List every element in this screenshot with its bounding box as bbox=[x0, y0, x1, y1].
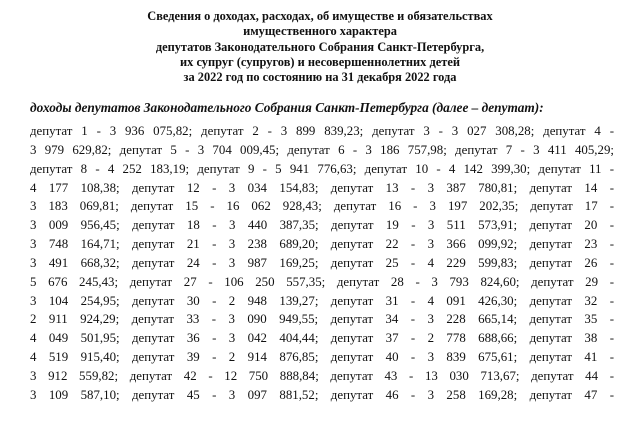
income-line: 4 177 108,38; депутат 12 - 3 034 154,83; депутат 13 - 3 387 780,81; депутат 14 - bbox=[30, 180, 614, 195]
income-line: 2 911 924,29; депутат 33 - 3 090 949,55; депутат 34 - 3 228 665,14; депутат 35 - bbox=[30, 312, 614, 327]
income-line: 3 109 587,10; депутат 45 - 3 097 881,52; депутат 46 - 3 258 169,28; депутат 47 - bbox=[30, 387, 614, 402]
income-line: 4 049 501,95; депутат 36 - 3 042 404,44; депутат 37 - 2 778 688,66; депутат 38 - bbox=[30, 331, 614, 346]
income-line: 3 912 559,82; депутат 42 - 12 750 888,84; депутат 43 - 13 030 713,67; депутат 44 - bbox=[30, 368, 614, 383]
income-line: 3 104 254,95; депутат 30 - 2 948 139,27; депутат 31 - 4 091 426,30; депутат 32 - bbox=[30, 293, 614, 308]
header-line: депутатов Законодательного Собрания Санкт-Петербурга, bbox=[155, 39, 485, 54]
header-line: за 2022 год по состоянию на 31 декабря 2022 года bbox=[183, 70, 457, 85]
intro-line: доходы депутатов Законодательного Собрания Санкт-Петербурга (далее – депутат): bbox=[30, 100, 544, 115]
document-header bbox=[0, 9, 640, 85]
income-line: 3 009 956,45; депутат 18 - 3 440 387,35; депутат 19 - 3 511 573,91; депутат 20 - bbox=[30, 218, 614, 233]
income-line: 3 748 164,71; депутат 21 - 3 238 689,20; депутат 22 - 3 366 099,92; депутат 23 - bbox=[30, 237, 614, 252]
income-line: депутат 1 - 3 936 075,82; депутат 2 - 3 899 839,23; депутат 3 - 3 027 308,28; депутат 4 - bbox=[30, 124, 614, 138]
header-line: их супруг (супругов) и несовершеннолетних детей bbox=[180, 54, 460, 69]
income-line: 3 491 668,32; депутат 24 - 3 987 169,25; депутат 25 - 4 229 599,83; депутат 26 - bbox=[30, 255, 614, 270]
header-line: имущественного характера bbox=[243, 24, 397, 39]
header-line: Сведения о доходах, расходах, об имуществе и обязательствах bbox=[147, 9, 493, 23]
income-list bbox=[30, 122, 614, 405]
income-line: 4 519 915,40; депутат 39 - 2 914 876,85; депутат 40 - 3 839 675,61; депутат 41 - bbox=[30, 350, 614, 365]
income-line: депутат 8 - 4 252 183,19; депутат 9 - 5 941 776,63; депутат 10 - 4 142 399,30; депутат 11 - bbox=[30, 161, 614, 176]
income-line: 3 183 069,81; депутат 15 - 16 062 928,43; депутат 16 - 3 197 202,35; депутат 17 - bbox=[30, 199, 614, 214]
income-line: 3 979 629,82; депутат 5 - 3 704 009,45; депутат 6 - 3 186 757,98; депутат 7 - 3 411 405,29; bbox=[30, 142, 614, 157]
income-line: 5 676 245,43; депутат 27 - 106 250 557,35; депутат 28 - 3 793 824,60; депутат 29 - bbox=[30, 274, 614, 289]
